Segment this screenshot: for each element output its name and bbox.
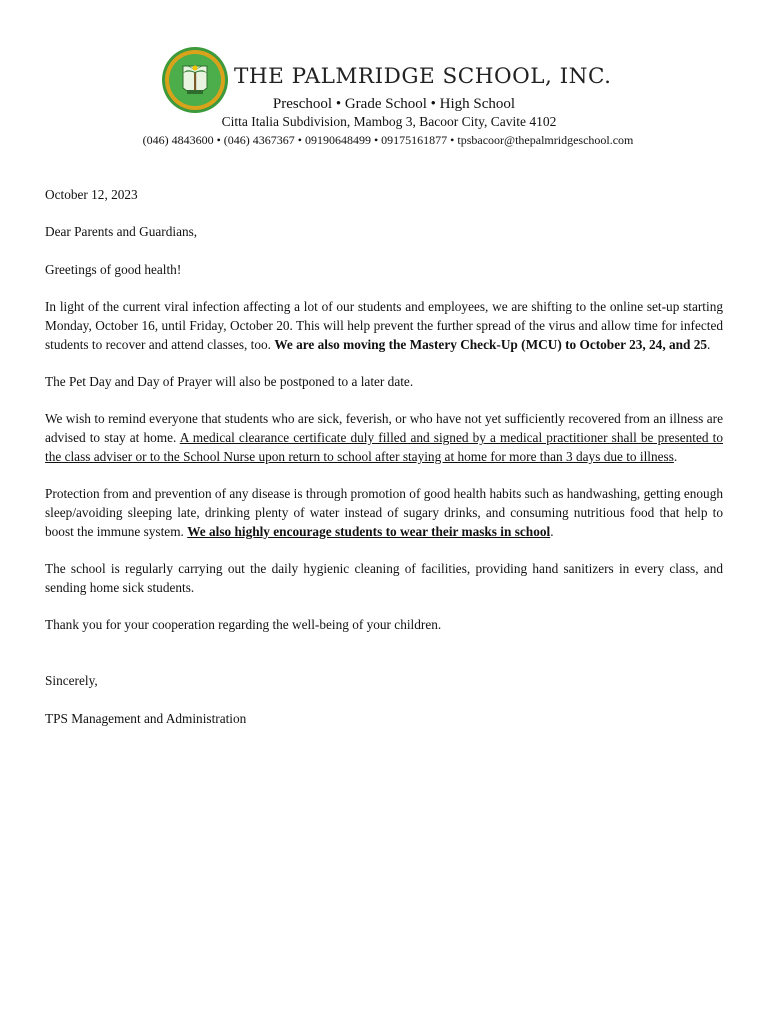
paragraph-online-setup bbox=[45, 298, 723, 354]
mcu-schedule-notice: We are also moving the Mastery Check-Up (MCU) to October 23, 24, and 25 bbox=[274, 336, 708, 352]
letter-date: October 12, 2023 bbox=[45, 187, 138, 202]
paragraph-health-habits bbox=[45, 485, 723, 541]
paragraph-end-punct: . bbox=[707, 336, 711, 352]
paragraph-end-punct: . bbox=[550, 523, 554, 539]
letterhead bbox=[0, 44, 768, 154]
paragraph-end-punct: . bbox=[673, 448, 678, 464]
paragraph-online-setup-text: In light of the current viral infection affecting a lot of our students and employees, we are shifting to the online set-up starting Monday, October 16, until Friday, October 20. This will help prevent the further spread of the virus and allow time for infected students to recover and attend classes, too. bbox=[45, 299, 723, 352]
letter-greeting: Greetings of good health! bbox=[45, 261, 182, 277]
school-name: THE PALMRIDGE SCHOOL, INC. bbox=[234, 64, 612, 89]
school-levels: Preschool • Grade School • High School bbox=[272, 96, 516, 112]
letter-signature: TPS Management and Administration bbox=[45, 710, 247, 726]
medical-clearance-notice: A medical clearance certificate duly filled and signed by a medical practitioner shall be presented to the class adviser or to the School Nurse upon return to school after staying at home for more than 3 days due to illness bbox=[45, 430, 724, 464]
paragraph-health-habits-text: Protection from and prevention of any disease is through promotion of good health habits such as handwashing, getting enough sleep/avoiding sleeping late, drinking plenty of water instead of sugary drinks, and consuming nutritious food that help to boost the immune system. bbox=[45, 486, 723, 539]
paragraph-sick-students-text: We wish to remind everyone that students who are sick, feverish, or who have not yet sufficiently recovered from an illness are advised to stay at home. bbox=[45, 411, 723, 446]
letter-body bbox=[45, 186, 723, 747]
paragraph-thanks: Thank you for your cooperation regarding the well-being of your children. bbox=[45, 617, 442, 633]
spacer bbox=[45, 653, 723, 672]
paragraph-cleaning: The school is regularly carrying out the daily hygienic cleaning of facilities, providing hand sanitizers in every class, and sending home sick students. bbox=[45, 560, 723, 595]
letter-salutation: Dear Parents and Guardians, bbox=[45, 224, 198, 240]
paragraph-sick-students bbox=[45, 410, 723, 466]
mask-encouragement-notice: We also highly encourage students to wear their masks in school bbox=[187, 523, 551, 539]
letter-closing: Sincerely, bbox=[45, 673, 98, 689]
school-contact: (046) 4843600 • (046) 4367367 • 09190648499 • 09175161877 • tpsbacoor@thepalmridgeschool.com bbox=[142, 133, 634, 147]
school-address: Citta Italia Subdivision, Mambog 3, Bacoor City, Cavite 4102 bbox=[221, 114, 557, 129]
paragraph-postponement: The Pet Day and Day of Prayer will also be postponed to a later date. bbox=[45, 373, 414, 389]
